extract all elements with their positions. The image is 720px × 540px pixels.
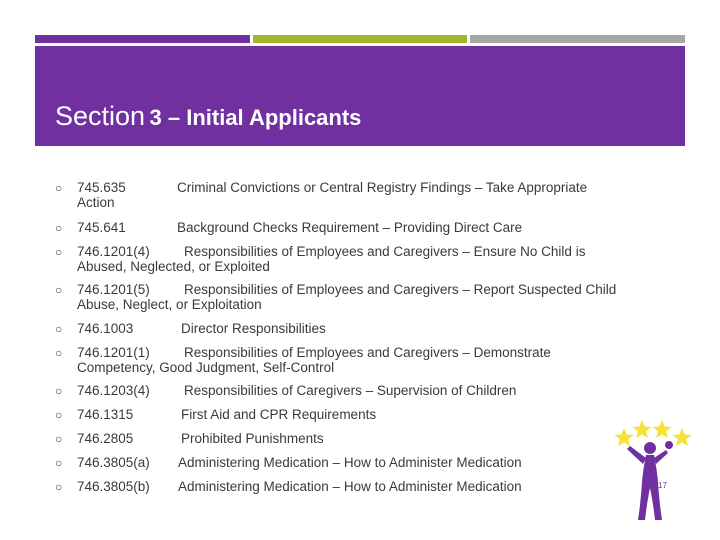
title-banner [35,46,685,146]
stars-family-logo-icon [612,420,696,524]
rule-description-continued: Abuse, Neglect, or Exploitation [77,297,262,312]
bullet-icon: ○ [55,322,63,336]
rule-description: Criminal Convictions or Central Registry Findings – Take Appropriate [177,180,588,195]
rule-description: Prohibited Punishments [181,431,324,446]
rule-description: Responsibilities of Employees and Caregivers – Ensure No Child is [184,244,586,259]
bullet-icon: ○ [55,245,63,259]
bullet-icon: ○ [55,346,63,360]
slide-title [55,103,361,130]
bullet-icon: ○ [55,221,63,235]
rule-description: Administering Medication – How to Administer Medication [178,455,522,470]
rule-code: 745.641 [77,220,126,235]
rule-description-continued: Action [77,195,115,210]
rule-description: First Aid and CPR Requirements [181,407,377,422]
rule-description: Administering Medication – How to Administer Medication [178,479,522,494]
bullet-icon: ○ [55,432,63,446]
accent-bar-gray [470,35,685,43]
bullet-icon: ○ [55,384,63,398]
rule-description: Responsibilities of Caregivers – Supervision of Children [184,383,517,398]
rule-code: 746.1315 [77,407,134,422]
rule-description: Responsibilities of Employees and Caregivers – Report Suspected Child [184,282,617,297]
rule-code: 746.1201(1) [77,345,150,360]
bullet-icon: ○ [55,408,63,422]
bullet-icon: ○ [55,456,63,470]
rule-code: 746.1201(4) [77,244,150,259]
page-number: 17 [658,481,667,490]
title-part1: Section [55,101,146,131]
bullet-icon: ○ [55,283,63,297]
rule-code: 746.2805 [77,431,134,446]
bullet-icon: ○ [55,181,63,195]
rule-description-continued: Abused, Neglected, or Exploited [77,259,270,274]
rule-code: 746.1203(4) [77,383,150,398]
rule-description: Responsibilities of Employees and Caregivers – Demonstrate [184,345,551,360]
accent-bar-purple [35,35,250,43]
rule-code: 746.1003 [77,321,134,336]
rule-description: Background Checks Requirement – Providing Direct Care [177,220,523,235]
rule-description-continued: Competency, Good Judgment, Self-Control [77,360,335,375]
accent-bar-olive [253,35,467,43]
rule-code: 746.1201(5) [77,282,150,297]
rule-code: 745.635 [77,180,126,195]
rule-code: 746.3805(a) [77,455,150,470]
bullet-icon: ○ [55,480,63,494]
rule-code: 746.3805(b) [77,479,150,494]
rule-description: Director Responsibilities [181,321,326,336]
title-part2: 3 – Initial Applicants [149,105,362,130]
